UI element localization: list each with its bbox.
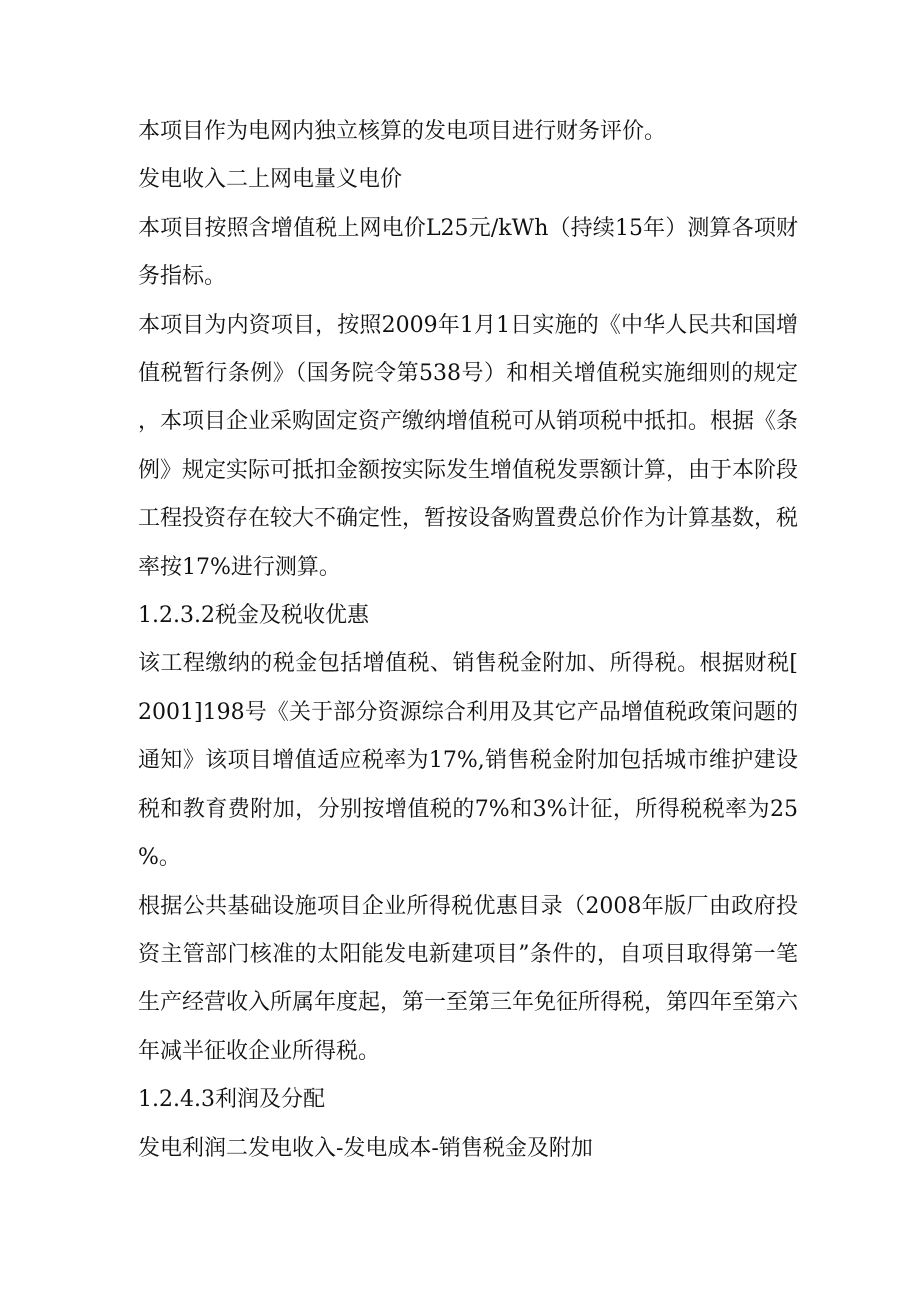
formula-power-profit: 发电利润二发电收入-发电成本-销售税金及附加 [138,1135,593,1161]
paragraph-evaluation-scope: 本项目作为电网内独立核算的发电项目进行财务评价。 [138,119,667,144]
paragraph-tax-rates: 该工程缴纳的税金包括增值税、销售税金附加、所得税。根据财税[2001]198号《关于部分资源综合利用及其它产品增值税政策问题的通知》该项目增值适应税率为17%,销售税金附加包括城市维护建设税和教育费附加，分别按增值税的7%和3%计征，所得税税率为25%。 [138,651,798,871]
document-body [138,108,798,1173]
paragraph-income-tax-incentive: 根据公共基础设施项目企业所得税优惠目录（2008年版厂由政府投资主管部门核准的太阳能发电新建项目”条件的，自项目取得第一笔生产经营收入所属年度起，第一至第三年免征所得税，第四年至第六年减半征收企业所得税。 [138,893,799,1064]
paragraph-grid-price: 本项目按照含增值税上网电价L25元/kWh（持续15年）测算各项财务指标。 [138,215,798,290]
paragraph-vat-deduction: 本项目为内资项目，按照2009年1月1日实施的《中华人民共和国增值税暂行条例》（国务院令第538号）和相关增值税实施细则的规定，本项目企业采购固定资产缴纳增值税可从销项税中抵扣。根据《条例》规定实际可抵扣金额按实际发生增值税发票额计算，由于本阶段工程投资存在较大不确定性，暂按设备购置费总价作为计算基数，税率按17%进行测算。 [138,312,799,580]
formula-power-revenue: 发电收入二上网电量义电价 [138,167,403,193]
section-heading-profit: 1.2.4.3利润及分配 [138,1087,325,1113]
section-heading-taxes: 1.2.3.2税金及税收优惠 [138,603,369,629]
